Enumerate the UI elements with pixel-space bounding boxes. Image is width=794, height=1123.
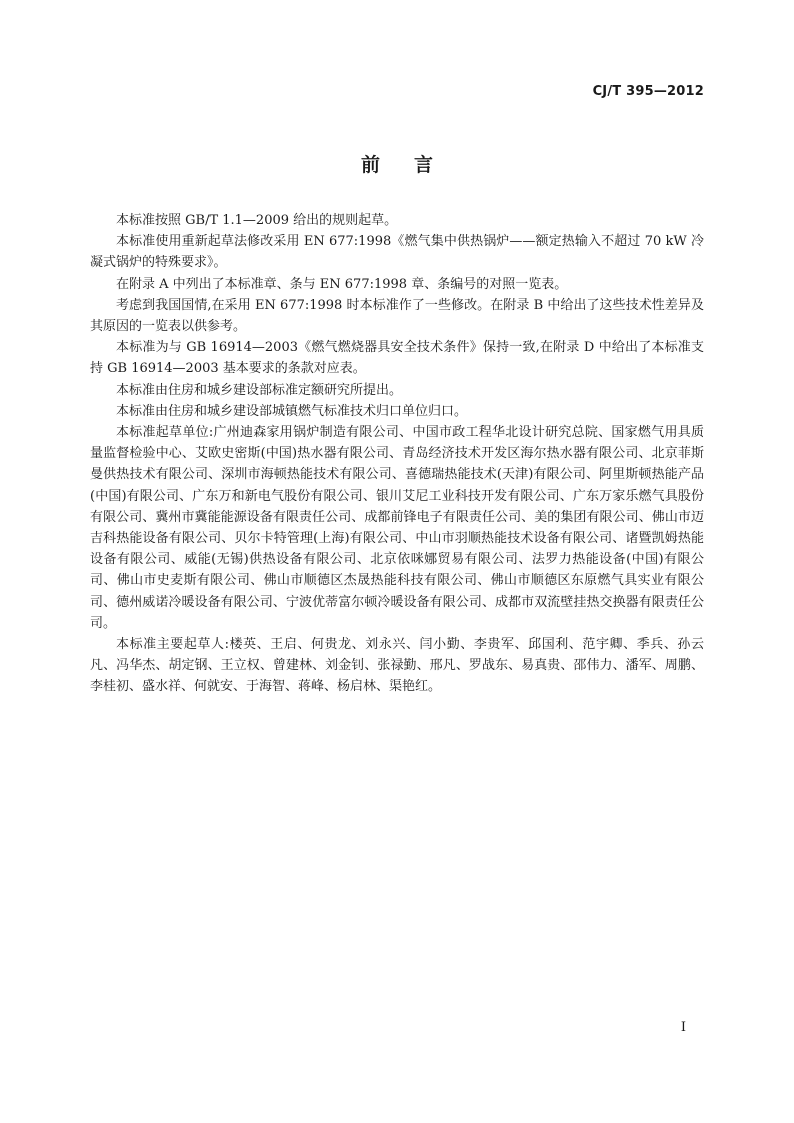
paragraph-modifications: 考虑到我国国情,在采用 EN 677:1998 时本标准作了一些修改。在附录 B 中给出了这些技术性差异及其原因的一览表以供参考。 [90, 297, 704, 335]
page-title: 前言 [360, 154, 467, 176]
paragraph-annex-a: 在附录 A 中列出了本标准章、条与 EN 677:1998 章、条编号的对照一览表。 [116, 276, 568, 292]
paragraph-centralized-by: 本标准由住房和城乡建设部城镇燃气标准技术归口单位归口。 [116, 403, 468, 419]
foreword-body [90, 210, 704, 698]
page-number: I [680, 1020, 686, 1035]
paragraph-drafting-units: 本标准起草单位:广州迪森家用锅炉制造有限公司、中国市政工程华北设计研究总院、国家燃气用具质量监督检验中心、艾欧史密斯(中国)热水器有限公司、青岛经济技术开发区海尔热水器有限公司、北京菲斯曼供热技术有限公司、深圳市海顿热能技术有限公司、喜德瑞热能技术(天津)有限公司、阿里斯顿热能产品(中国)有限公司、广东万和新电气股份有限公司、银川艾尼工业科技开发有限公司、广东万家乐燃气具股份有限公司、冀州市冀能能源设备有限责任公司、成都前锋电子有限责任公司、美的集团有限公司、佛山市迈吉科热能设备有限公司、贝尔卡特管理(上海)有限公司、中山市羽顺热能技术设备有限公司、诸暨凯姆热能设备有限公司、威能(无锡)供热设备有限公司、北京依咪娜贸易有限公司、法罗力热能设备(中国)有限公司、佛山市史麦斯有限公司、佛山市顺德区杰晟热能科技有限公司、佛山市顺德区东原燃气具实业有限公司、德州威诺冷暖设备有限公司、宁波优蒂富尔顿冷暖设备有限公司、成都市双流壁挂热交换器有限责任公司。 [90, 425, 704, 631]
paragraph-annex-d: 本标准为与 GB 16914—2003《燃气燃烧器具安全技术条件》保持一致,在附录 D 中给出了本标准支持 GB 16914—2003 基本要求的条款对应表。 [90, 340, 704, 377]
standard-code: CJ/T 395—2012 [592, 84, 704, 99]
paragraph-adoption: 本标准使用重新起草法修改采用 EN 677:1998《燃气集中供热锅炉——额定热输入不超过 70 kW 冷凝式锅炉的特殊要求》。 [90, 234, 704, 271]
paragraph-proposed-by: 本标准由住房和城乡建设部标准定额研究所提出。 [116, 382, 403, 398]
paragraph-drafting-rules: 本标准按照 GB/T 1.1—2009 给出的规则起草。 [116, 213, 398, 228]
paragraph-drafters: 本标准主要起草人:楼英、王启、何贵龙、刘永兴、闫小勤、李贵军、邱国利、范宇卿、季兵、孙云凡、冯华杰、胡定钢、王立权、曾建林、刘金钊、张禄勤、邢凡、罗战东、易真贵、邵伟力、潘军、周鹏、李桂初、盛水祥、何就安、于海智、蒋峰、杨启林、渠艳红。 [90, 637, 704, 695]
